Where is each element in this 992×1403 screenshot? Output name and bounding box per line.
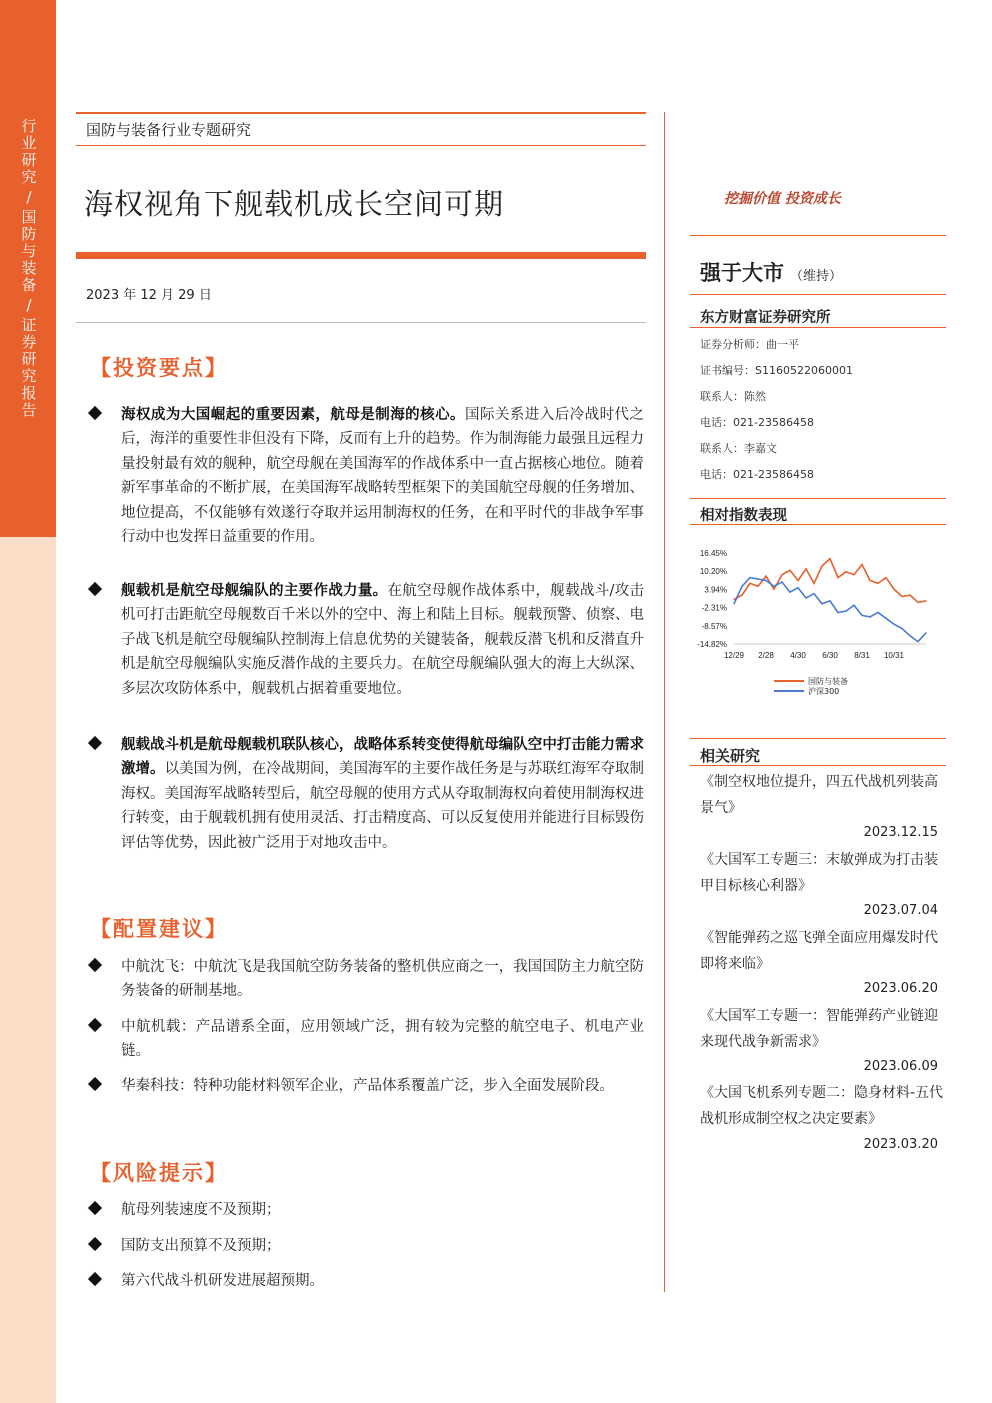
report-title: 海权视角下舰载机成长空间可期	[84, 187, 505, 221]
data-point	[749, 583, 750, 584]
legend-label: 沪深300	[808, 687, 840, 696]
investment-item	[90, 733, 644, 855]
diamond-bullet-icon	[88, 736, 102, 750]
investment-item-body: 国际关系进入后冷战时代之后，海洋的重要性非但没有下降，反而有上升的趋势。作为制海能力最强且远程力量投射最有效的舰种，航空母舰在美国海军的作战体系中一直占据核心地位。随着新军事革命的不断扩展，在美国海军战略转型框架下的美国航空母舰的任务增加、地位提高，不仅能够有效遂行夺取并运用制海权的任务，在和平时代的非战争军事行动中也发挥日益重要的作用。	[121, 407, 644, 546]
related-report-date: 2023.06.20	[863, 981, 938, 996]
allocation-item	[90, 1074, 644, 1098]
data-point	[829, 600, 830, 601]
investment-item-lead: 舰载机是航空母舰编队的主要作战力量。	[121, 582, 388, 599]
risk-item	[90, 1234, 644, 1258]
investment-heading: 【投资要点】	[90, 355, 228, 380]
data-point	[757, 578, 758, 579]
data-point	[893, 589, 894, 590]
contact-line: 联系人：李嘉文	[700, 442, 777, 455]
related-report-date: 2023.07.04	[863, 903, 938, 918]
data-point	[821, 565, 822, 566]
allocation-item	[90, 1015, 644, 1064]
data-point	[781, 574, 782, 575]
y-tick-label: 10.20%	[699, 567, 727, 577]
diamond-bullet-icon	[88, 1237, 102, 1251]
data-point	[829, 558, 830, 559]
report-date: 2023 年 12 月 29 日	[86, 288, 212, 303]
diamond-bullet-icon	[88, 958, 102, 972]
risk-item-text: 国防支出预算不及预期；	[121, 1238, 281, 1254]
data-point	[861, 615, 862, 616]
report-subtitle: 国防与装备行业专题研究	[86, 121, 252, 139]
header-top-rule	[76, 112, 646, 114]
data-point	[805, 597, 806, 598]
relative-index-chart	[686, 540, 936, 705]
allocation-item-text: 中航机载：产品谱系全面，应用领域广泛，拥有较为完整的航空电子、机电产业链。	[121, 1019, 644, 1060]
rating	[700, 257, 842, 287]
allocation-heading: 【配置建议】	[90, 916, 228, 941]
related-report-title[interactable]: 《大国军工专题一：智能弹药产业链迎来现代战争新需求》	[700, 1008, 938, 1050]
data-point	[733, 603, 734, 604]
diamond-bullet-icon	[88, 1272, 102, 1286]
investment-item	[90, 579, 644, 701]
rating-note: （维持）	[790, 269, 843, 284]
risk-item	[90, 1198, 644, 1222]
data-point	[837, 612, 838, 613]
related-report-title[interactable]: 《大国军工专题三：末敏弹成为打击装甲目标核心利器》	[700, 852, 938, 894]
data-point	[925, 632, 926, 633]
data-point	[765, 576, 766, 577]
data-point	[741, 586, 742, 587]
investment-item-body: 在航空母舰作战体系中，舰载战斗/攻击机可打击距航空母舰数百千米以外的空中、海上和陆上目标。舰载预警、侦察、电子战飞机是航空母舰编队控制海上信息优势的关键装备，舰载反潜飞机和反潜直升机是航空母舰编队实施反潜作战的主要兵力。在航空母舰编队强大的海上大纵深、多层次攻防体系中，舰载机占据着重要地位。	[121, 583, 645, 697]
data-point	[877, 583, 878, 584]
risk-item-text: 航母列装速度不及预期；	[121, 1202, 281, 1218]
data-point	[869, 580, 870, 581]
related-report-date: 2023.06.09	[863, 1059, 938, 1074]
data-point	[797, 587, 798, 588]
related-report-date: 2023.03.20	[863, 1137, 938, 1152]
x-tick-label: 2/28	[758, 651, 774, 660]
data-point	[925, 600, 926, 601]
data-point	[757, 586, 758, 587]
legend-label: 国防与装备	[808, 677, 848, 686]
investment-item-lead: 舰载战斗机是航母舰载机联队核心，战略体系转变使得航母编队空中打击能力需求激增。	[121, 736, 644, 778]
data-point	[781, 581, 782, 582]
y-tick-label: -14.82%	[697, 640, 727, 649]
investment-item-body: 以美国为例，在冷战期间，美国海军的主要作战任务是与苏联红海军夺取制海权。美国海军战略转型后，航空母舰的使用方式从夺取制海权向着使用制海权进行转变，由于舰载机拥有使用灵活、打击精度高、可以反复使用并能进行目标毁伤评估等优势，因此被广泛用于对地攻击中。	[121, 761, 645, 851]
allocation-item-text: 华秦科技：特种功能材料领军企业，产品体系覆盖广泛，步入全面发展阶段。	[121, 1078, 614, 1094]
side-vertical-label	[18, 118, 40, 419]
data-point	[885, 618, 886, 619]
related-report-date: 2023.12.15	[863, 825, 938, 840]
data-point	[797, 580, 798, 581]
data-point	[917, 641, 918, 642]
rating-value: 强于大市	[700, 261, 784, 285]
data-point	[813, 593, 814, 594]
x-tick-label: 4/30	[790, 651, 806, 660]
diamond-bullet-icon	[88, 1018, 102, 1032]
date-rule	[76, 322, 646, 323]
related-report-title[interactable]: 《智能弹药之巡飞弹全面应用爆发时代即将来临》	[700, 930, 938, 972]
data-point	[861, 564, 862, 565]
data-point	[773, 589, 774, 590]
data-point	[821, 603, 822, 604]
right-rule	[690, 738, 946, 739]
data-point	[837, 577, 838, 578]
x-tick-label: 6/30	[822, 651, 838, 660]
risk-item-text: 第六代战斗机研发进展超预期。	[121, 1273, 324, 1289]
data-point	[901, 628, 902, 629]
x-tick-label: 12/29	[723, 651, 745, 660]
data-point	[789, 592, 790, 593]
side-separator: /	[26, 296, 32, 314]
data-point	[869, 616, 870, 617]
data-point	[853, 605, 854, 606]
data-point	[765, 580, 766, 581]
data-point	[909, 635, 910, 636]
data-point	[741, 595, 742, 596]
related-research-title: 相关研究	[700, 747, 761, 765]
data-point	[845, 571, 846, 572]
diamond-bullet-icon	[88, 1201, 102, 1215]
data-point	[845, 611, 846, 612]
y-tick-label: 16.45%	[699, 549, 727, 558]
investment-item	[90, 403, 644, 549]
y-tick-label: -8.57%	[701, 621, 727, 631]
side-industry: 国 防 与 装 备	[21, 208, 37, 294]
data-point	[805, 568, 806, 569]
institute-name: 东方财富证券研究所	[700, 310, 831, 326]
data-point	[901, 596, 902, 597]
contact-line: 电话：021-23586458	[700, 468, 814, 481]
side-separator: /	[26, 188, 32, 206]
data-point	[733, 599, 734, 600]
data-point	[789, 570, 790, 571]
right-rule	[690, 498, 946, 499]
right-rule	[690, 294, 946, 295]
data-point	[909, 595, 910, 596]
risk-heading: 【风险提示】	[90, 1160, 228, 1185]
diamond-bullet-icon	[88, 582, 102, 596]
data-point	[877, 612, 878, 613]
header-thick-rule	[76, 252, 646, 259]
related-report-title[interactable]: 《制空权地位提升，四五代战机列装高景气》	[700, 774, 938, 816]
related-report-title[interactable]: 《大国飞机系列专题二：隐身材料-五代战机形成制空权之决定要素》	[700, 1085, 944, 1127]
data-point	[917, 602, 918, 603]
contact-line: 证书编号：S1160522060001	[700, 364, 853, 377]
contact-line: 联系人：陈然	[700, 390, 766, 403]
series-line	[734, 578, 926, 642]
contact-line: 电话：021-23586458	[700, 416, 814, 429]
side-report-type: 证 券 研 究 报 告	[21, 316, 37, 419]
data-point	[813, 583, 814, 584]
x-tick-label: 10/31	[883, 651, 905, 660]
data-point	[773, 586, 774, 587]
allocation-item-text: 中航沈飞：中航沈飞是我国航空防务装备的整机供应商之一，我国国防主力航空防务装备的研制基地。	[121, 959, 644, 1000]
diamond-bullet-icon	[88, 1077, 102, 1091]
column-divider	[664, 112, 665, 1292]
header-sub-rule	[76, 145, 646, 146]
y-tick-label: 3.94%	[704, 585, 727, 595]
data-point	[885, 577, 886, 578]
risk-item	[90, 1269, 644, 1293]
diamond-bullet-icon	[88, 406, 102, 420]
x-tick-label: 8/31	[854, 651, 870, 660]
right-rule	[690, 524, 946, 525]
slogan: 挖掘价值 投资成长	[724, 191, 841, 207]
right-rule	[690, 235, 946, 236]
investment-item-lead: 海权成为大国崛起的重要因素，航母是制海的核心。	[121, 406, 465, 423]
y-tick-label: -2.31%	[701, 603, 727, 613]
data-point	[853, 574, 854, 575]
side-category: 行 业 研 究	[21, 117, 37, 186]
right-rule	[690, 327, 946, 328]
right-rule	[690, 765, 946, 766]
data-point	[893, 624, 894, 625]
data-point	[749, 577, 750, 578]
chart-title: 相对指数表现	[700, 508, 787, 524]
contact-line: 证券分析师：曲一平	[700, 338, 799, 351]
allocation-item	[90, 955, 644, 1004]
